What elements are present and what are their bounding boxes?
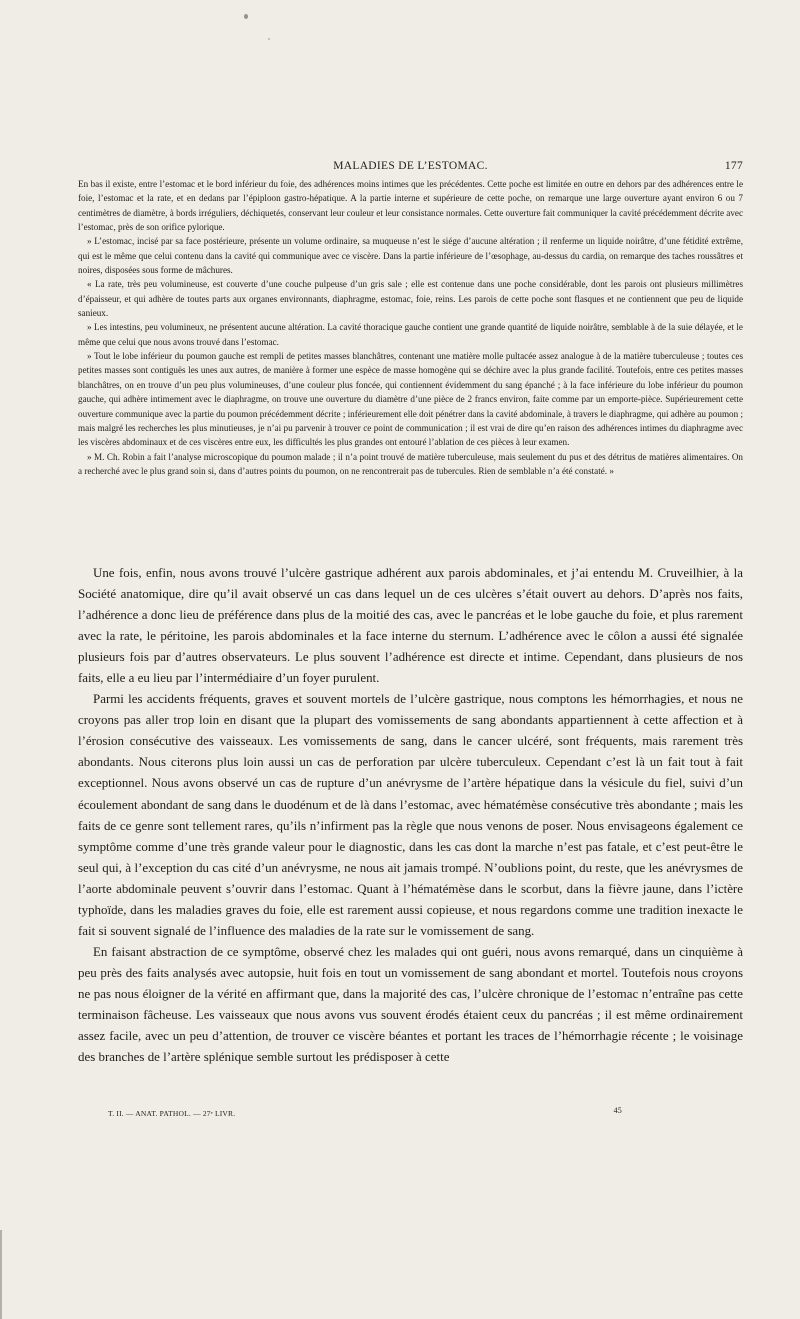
body-paragraph: En faisant abstraction de ce symptôme, observé chez les malades qui ont guéri, nous avons remarqué, dans un cinquième à peu près des faits analysés avec autopsie, huit fois en tout un vomissement de sang abondant et mortel. Toutefois nous croyons ne pas nous éloigner de la vérité en affirmant que, dans la majorité des cas, l’ulcère chronique de l’estomac n’entraîne pas cette terminaison fâcheuse. Les vaisseaux que nous avons vus souvent érodés étaient ceux du pancréas ; il est même ordinairement assez facile, avec un peu d’attention, de trouver ce viscère béantes et portant les traces de l’hémorrhagie récente ; le voisinage des branches de l’artère splénique semble surtout les prédisposer à cette	[78, 943, 743, 1065]
page-number: 177	[724, 160, 743, 172]
printer-signature-mark: T. II. — ANAT. PATHOL. — 27ᵉ LIVR.	[108, 1109, 236, 1118]
ink-speck	[268, 38, 270, 40]
quote-paragraph: » Tout le lobe inférieur du poumon gauche est rempli de petites masses blanchâtres, contenant une matière molle pultacée assez analogue à de la matière tuberculeuse ; toutes ces petites masses sont contiguës les unes aux autres, de manière à former une espèce de masse homogène qui se déchire avec la plus grande facilité. Toutefois, entre ces petites masses blanchâtres, on en trouve d’un peu plus volumineuses, d’une couleur plus foncée, qui contiennent évidemment du sang épanché ; à la face inférieure du lobe inférieur du poumon gauche, qui adhère intimement avec le diaphragme, on trouve une ouverture du diamètre d’une pièce de 2 francs environ, faite comme par un emporte-pièce. Supérieurement cette ouverture communique avec la partie du poumon précédemment décrite ; inférieurement elle doit pénétrer dans la cavité abdominale, à travers le diaphragme, qui adhère au poumon ; mais malgré les recherches les plus minutieuses, je n’ai pu parvenir à trouver ce point de communication ; il est vrai de dire qu’en raison des adhérences intimes du diaphragme avec les viscères abdominaux et de ces viscères entre eux, les difficultés les plus grandes ont entouré l’ablation de ces pièces à leur examen.	[78, 351, 743, 448]
running-title: MALADIES DE L’ESTOMAC.	[333, 160, 488, 172]
sheet-number: 45	[613, 1106, 622, 1115]
main-body-text	[78, 562, 743, 1067]
body-paragraph: Parmi les accidents fréquents, graves et souvent mortels de l’ulcère gastrique, nous comptons les hémorrhagies, et nous ne croyons pas aller trop loin en disant que la plupart des vomissements de sang abondants appartiennent à cette affection et à l’érosion consécutive des vaisseaux. Les vomissements de sang, dans le cancer ulcéré, sont fréquents, mais rarement très abondants. Nous citerons plus loin aussi un cas de perforation par ulcère tuberculeux. Cependant c’est là un fait tout à fait exceptionnel. Nous avons observé un cas de rupture d’un anévrysme de l’artère hépatique dans la vésicule du fiel, suivi d’un écoulement abondant de sang dans le duodénum et de là dans l’estomac, avec hématémèse consécutive très abondante ; mais les faits de ce genre sont tellement rares, qu’ils n’infirment pas la règle que nous venons de poser. Nous envisageons également ce symptôme comme d’une très grande valeur pour le diagnostic, dans les cas dont la marche n’est pas fatale, et c’est peut-être le seul qui, à l’exception du cas cité d’un anévrysme, ne nous ait jamais trompé. N’oublions point, du reste, que les anévrysmes de l’aorte abdominale peuvent s’ouvrir dans l’estomac. Quant à l’hématémèse dans le scorbut, dans la fièvre jaune, dans l’ictère typhoïde, dans les maladies graves du foie, elle est rarement aussi copieuse, et nous regardons comme une tradition inexacte le fait si souvent signalé de l’influence des maladies de la rate sur le vomissement de sang.	[78, 691, 743, 938]
quote-paragraph: » L’estomac, incisé par sa face postérieure, présente un volume ordinaire, sa muqueuse n’est le siége d’aucune altération ; il renferme un liquide noirâtre, d’une fétidité extrême, qui est le même que celui contenu dans la cavité qui communique avec ce viscère. Dans la partie inférieure de l’œsophage, au-dessus du cardia, on remarque des taches roussâtres et noires, disposées sous forme de mâchures.	[78, 236, 743, 276]
quote-paragraph: En bas il existe, entre l’estomac et le bord inférieur du foie, des adhérences moins intimes que les précédentes. Cette poche est limitée en outre en dehors par des adhérences entre le foie, l’estomac et la rate, et en dedans par l’épiploon gastro-hépatique. A la partie interne et supérieure de cette poche, on remarque une large ouverture ayant environ 6 ou 7 centimètres de diamètre, à bords irréguliers, déchiquetés, conservant leur couleur et leur consistance normales. Cette ouverture fait communiquer la cavité précédemment décrite avec l’estomac, près de son orifice pylorique.	[78, 179, 743, 233]
quoted-observation	[78, 177, 743, 478]
quote-paragraph: » Les intestins, peu volumineux, ne présentent aucune altération. La cavité thoracique gauche contient une grande quantité de liquide noirâtre, semblable à de la suie délayée, et le même que celui que nous avons trouvé dans l’estomac.	[78, 322, 743, 347]
ink-speck	[244, 14, 248, 19]
page-footer	[108, 1106, 622, 1121]
body-paragraph: Une fois, enfin, nous avons trouvé l’ulcère gastrique adhérent aux parois abdominales, et j’ai entendu M. Cruveilhier, à la Société anatomique, dire qu’il avait observé un cas dans lequel un de ces ulcères s’était ouvert au dehors. D’après nos faits, l’adhérence a donc lieu de préférence dans plus de la moitié des cas, avec le pancréas et le lobe gauche du foie, et plus rarement avec la rate, le péritoine, les parois abdominales et la face interne du sternum. L’adhérence avec le côlon a aussi été signalée plusieurs fois par d’autres observateurs. Le plus souvent l’adhérence est directe et intime. Cependant, dans plusieurs de nos faits, elle a eu lieu par l’intermédiaire d’un foyer purulent.	[78, 565, 743, 686]
page-edge-shadow	[0, 1230, 2, 1319]
quote-paragraph: « La rate, très peu volumineuse, est couverte d’une couche pulpeuse d’un gris sale ; elle est contenue dans une poche considérable, dont les parois ont plusieurs millimètres d’épaisseur, et qui adhère de toutes parts aux organes environnants, diaphragme, estomac, foie, reins. Les parois de cette poche sont flasques et ne contiennent que peu de liquide sanieux.	[78, 279, 743, 319]
quote-paragraph: » M. Ch. Robin a fait l’analyse microscopique du poumon malade ; il n’a point trouvé de matière tuberculeuse, mais seulement du pus et des détritus de matières alimentaires. On a recherché avec le plus grand soin si, dans d’autres points du poumon, on ne rencontrerait pas de tubercules. Rien de semblable n’a été constaté. »	[78, 451, 743, 476]
running-header	[78, 160, 743, 176]
